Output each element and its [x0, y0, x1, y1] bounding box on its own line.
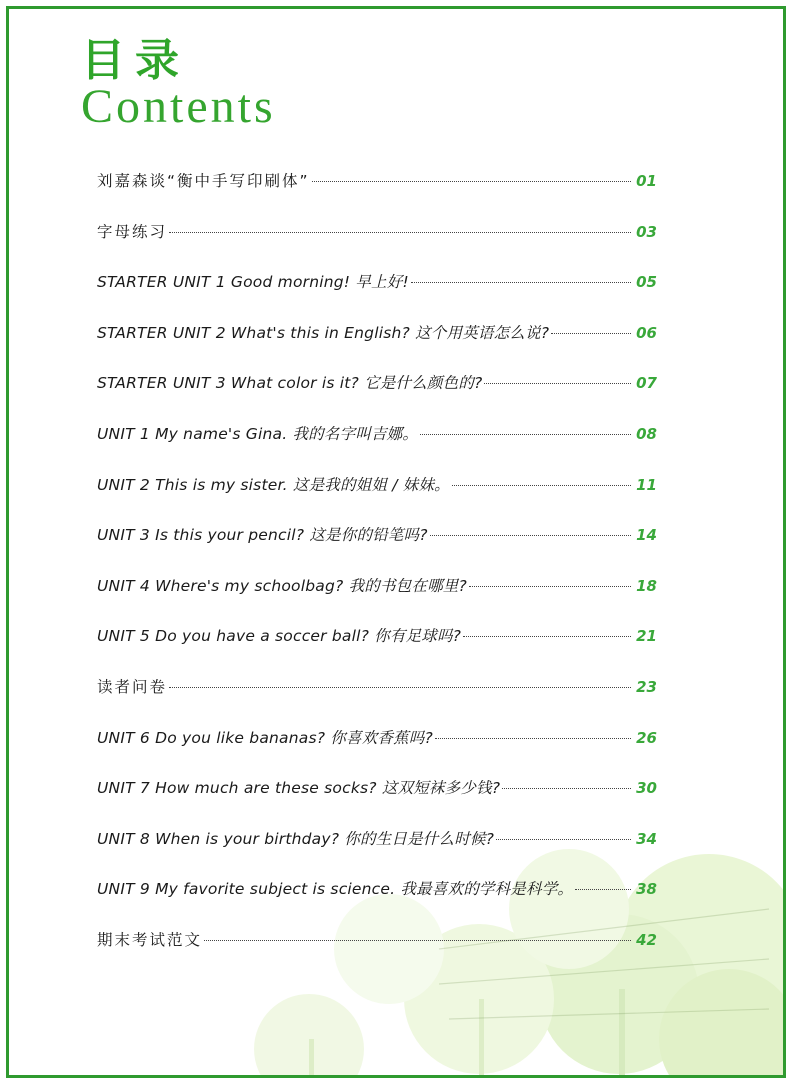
toc-entry-title: UNIT 2 This is my sister. 这是我的姐姐 / 妹妹。	[97, 475, 450, 494]
toc-entry[interactable]	[97, 371, 657, 422]
dot-leader	[452, 485, 631, 486]
toc-entry-title: 刘嘉森谈“衡中手写印刷体”	[97, 172, 310, 190]
toc-entry-title: UNIT 1 My name's Gina. 我的名字叫吉娜。	[97, 424, 419, 443]
toc-entry[interactable]	[97, 776, 657, 827]
dot-leader	[575, 889, 631, 890]
toc-entry[interactable]	[97, 321, 657, 372]
toc-entry[interactable]	[97, 877, 657, 928]
toc-entry-page: 08	[636, 424, 657, 443]
toc-entry[interactable]	[97, 422, 657, 473]
toc-entry-title: STARTER UNIT 2 What's this in English? 这个用英语怎么说?	[97, 323, 550, 342]
dot-leader	[496, 839, 631, 840]
toc-entry-title: STARTER UNIT 3 What color is it? 它是什么颜色的?	[97, 374, 483, 393]
title-english: Contents	[81, 80, 276, 133]
toc-entry-title: UNIT 4 Where's my schoolbag? 我的书包在哪里?	[97, 576, 467, 595]
toc-entry[interactable]	[97, 675, 657, 726]
toc-entry[interactable]	[97, 270, 657, 321]
toc-entry-page: 21	[636, 627, 657, 646]
toc-entry-title: UNIT 9 My favorite subject is science. 我最喜欢的学科是科学。	[97, 880, 574, 899]
toc-entry-title: UNIT 3 Is this your pencil? 这是你的铅笔吗?	[97, 526, 428, 545]
toc-entry-title: UNIT 7 How much are these socks? 这双短袜多少钱?	[97, 779, 501, 798]
dot-leader	[469, 586, 631, 587]
title-chinese: 目录	[81, 35, 189, 86]
toc-entry[interactable]	[97, 220, 657, 271]
dot-leader	[484, 383, 631, 384]
toc-entry-title: 读者问卷	[97, 677, 168, 696]
toc-entry[interactable]	[97, 574, 657, 625]
toc-entry-page: 26	[636, 728, 657, 747]
toc-entry-page: 42	[636, 930, 657, 949]
dot-leader	[420, 434, 631, 435]
toc-entry-page: 06	[636, 323, 657, 342]
dot-leader	[169, 232, 631, 233]
dot-leader	[204, 940, 631, 941]
toc-entry-title: 字母练习	[97, 222, 168, 241]
dot-leader	[435, 738, 631, 739]
toc-entry-page: 07	[636, 374, 657, 393]
toc-entry-page: 30	[636, 779, 657, 798]
table-of-contents	[97, 169, 657, 979]
toc-entry-page: 14	[636, 526, 657, 545]
toc-entry-title: UNIT 6 Do you like bananas? 你喜欢香蕉吗?	[97, 728, 433, 747]
toc-entry-title: STARTER UNIT 1 Good morning! 早上好!	[97, 273, 409, 292]
toc-entry-page: 11	[636, 475, 657, 494]
contents-page	[6, 6, 786, 1078]
toc-entry-page: 18	[636, 576, 657, 595]
dot-leader	[430, 535, 631, 536]
dot-leader	[463, 636, 631, 637]
toc-entry[interactable]	[97, 928, 657, 979]
dot-leader	[312, 181, 631, 182]
dot-leader	[551, 333, 631, 334]
toc-entry-page: 34	[636, 829, 657, 848]
toc-entry-page: 23	[636, 677, 657, 696]
toc-entry[interactable]	[97, 624, 657, 675]
dot-leader	[502, 788, 631, 789]
toc-entry[interactable]	[97, 827, 657, 878]
toc-entry[interactable]	[97, 726, 657, 777]
dot-leader	[411, 282, 631, 283]
toc-entry-page: 38	[636, 880, 657, 899]
toc-entry-page: 05	[636, 273, 657, 292]
toc-entry-title: UNIT 8 When is your birthday? 你的生日是什么时候?	[97, 829, 495, 848]
toc-entry[interactable]	[97, 523, 657, 574]
dot-leader	[169, 687, 631, 688]
toc-entry-title: UNIT 5 Do you have a soccer ball? 你有足球吗?	[97, 627, 462, 646]
toc-entry-page: 03	[636, 222, 657, 241]
toc-entry-title: 期末考试范文	[97, 930, 203, 949]
toc-entry[interactable]	[97, 473, 657, 524]
toc-entry-page: 01	[636, 172, 657, 190]
toc-entry[interactable]	[97, 169, 657, 220]
